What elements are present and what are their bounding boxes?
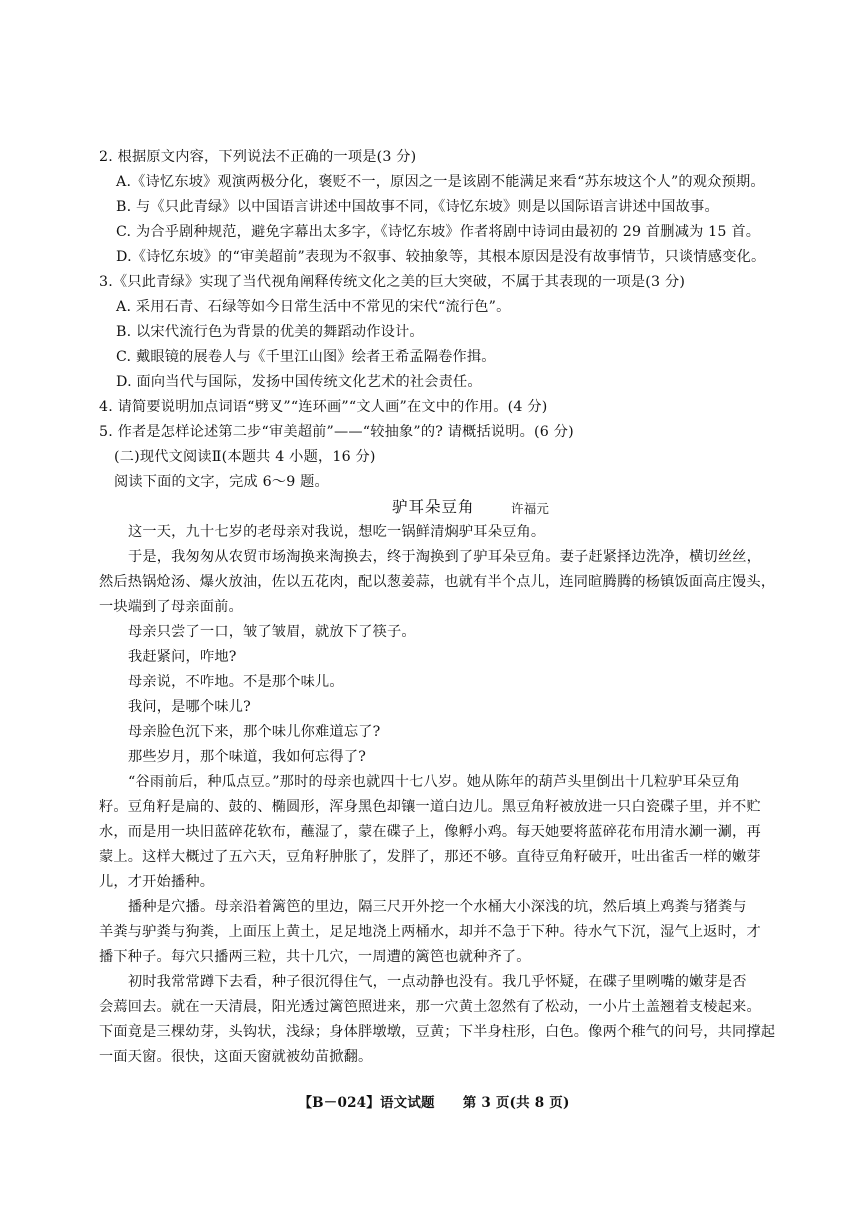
article-line: 一块端到了母亲面前。 xyxy=(99,599,243,615)
article-line: 母亲脸色沉下来，那个味儿你难道忘了? xyxy=(128,724,381,740)
article-line: 这一天，九十七岁的老母亲对我说，想吃一锅鲜清焖驴耳朵豆角。 xyxy=(128,524,546,540)
question-2-option-a: A.《诗忆东坡》观演两极分化，褒贬不一，原因之一是该剧不能满足来看“苏东坡这个人”的观众预期。 xyxy=(116,174,765,190)
article-line: 羊粪与驴粪与狗粪，上面压上黄土，足足地浇上两桶水，却并不急于下种。待水气下沉，湿气上返时，才 xyxy=(99,924,761,940)
question-4: 4. 请简要说明加点词语“劈叉”“连环画”“文人画”在文中的作用。(4 分) xyxy=(99,399,548,415)
article-line: 儿，才开始播种。 xyxy=(99,874,215,890)
article-line: 母亲说，不咋地。不是那个味儿。 xyxy=(128,674,344,690)
section-heading: (二)现代文阅读Ⅱ(本题共 4 小题，16 分) xyxy=(114,449,376,465)
article-line: 初时我常常蹲下去看，种子很沉得住气，一点动静也没有。我几乎怀疑，在碟子里咧嘴的嫩芽是否 xyxy=(128,974,747,990)
article-line: 我问，是哪个味儿? xyxy=(128,699,251,715)
article-author: 许福元 xyxy=(511,501,550,516)
article-line: 那些岁月，那个味道，我如何忘得了? xyxy=(128,749,367,765)
article-line: 播种是穴播。母亲沿着篱笆的里边，隔三尺开外挖一个水桶大小深浅的坑，然后填上鸡粪与猪粪与 xyxy=(128,899,747,915)
question-2-stem: 2. 根据原文内容，下列说法不正确的一项是(3 分) xyxy=(99,149,417,165)
question-5: 5. 作者是怎样论述第二步“审美超前”——“较抽象”的? 请概括说明。(6 分) xyxy=(99,424,574,440)
question-3-option-a: A. 采用石青、石绿等如今日常生活中不常见的宋代“流行色”。 xyxy=(116,299,511,315)
article-line: 会蔫回去。就在一天清晨，阳光透过篱笆照进来，那一穴黄土忽然有了松动，一小片土盖翘着支棱起来。 xyxy=(99,999,761,1015)
question-2-option-c: C. 为合乎剧种规范，避免字幕出太多字，《诗忆东坡》作者将剧中诗词由最初的 29 首删减为 15 首。 xyxy=(116,224,761,240)
question-3-stem: 3.《只此青绿》实现了当代视角阐释传统文化之美的巨大突破，不属于其表现的一项是(3 分) xyxy=(99,274,686,290)
article-line: 蒙上。这样大概过了五六天，豆角籽肿胀了，发胖了，那还不够。直待豆角籽破开，吐出雀舌一样的嫩芽 xyxy=(99,849,761,865)
section-instruction: 阅读下面的文字，完成 6～9 题。 xyxy=(114,474,329,490)
question-3-option-d: D. 面向当代与国际，发扬中国传统文化艺术的社会责任。 xyxy=(116,374,482,390)
question-2-option-b: B. 与《只此青绿》以中国语言讲述中国故事不同，《诗忆东坡》则是以国际语言讲述中国故事。 xyxy=(116,199,719,215)
page-footer xyxy=(0,1094,868,1112)
article-line: 母亲只尝了一口，皱了皱眉，就放下了筷子。 xyxy=(128,624,416,640)
article-line: “谷雨前后，种瓜点豆。”那时的母亲也就四十七八岁。她从陈年的葫芦头里倒出十几粒驴耳朵豆角 xyxy=(128,774,741,790)
article-line: 我赶紧问，咋地? xyxy=(128,649,237,665)
article-line: 然后热锅炝汤、爆火放油，佐以五花肉，配以葱姜蒜，也就有半个点儿，连同暄腾腾的杨镇饭面高庄馒头， xyxy=(99,574,776,590)
question-2-option-d: D.《诗忆东坡》的“审美超前”表现为不叙事、较抽象等，其根本原因是没有故事情节，只谈情感变化。 xyxy=(116,249,766,265)
article-line: 于是，我匆匆从农贸市场淘换来淘换去，终于淘换到了驴耳朵豆角。妻子赶紧择边洗净，横切丝丝， xyxy=(128,549,762,565)
article-title: 驴耳朵豆角 xyxy=(392,498,475,516)
question-3-option-b: B. 以宋代流行色为背景的优美的舞蹈动作设计。 xyxy=(116,324,424,340)
article-line: 播下种子。每穴只播两三粒，共十几穴，一周遭的篱笆也就种齐了。 xyxy=(99,949,531,965)
article-line: 下面竟是三棵幼芽，头钩状，浅绿；身体胖墩墩，豆黄；下半身柱形，白色。像两个稚气的问号，共同撑起 xyxy=(99,1024,776,1040)
page-number: 第 3 页(共 8 页) xyxy=(462,1095,570,1111)
exam-code: 【B－024】语文试题 xyxy=(298,1095,435,1111)
question-3-option-c: C. 戴眼镜的展卷人与《千里江山图》绘者王希孟隔卷作揖。 xyxy=(116,349,496,365)
article-line: 籽。豆角籽是扁的、鼓的、椭圆形，浑身黑色却镶一道白边儿。黑豆角籽被放进一只白瓷碟子里，并不贮 xyxy=(99,799,761,815)
article-line: 一面天窗。很快，这面天窗就被幼苗掀翻。 xyxy=(99,1049,373,1065)
article-line: 水，而是用一块旧蓝碎花软布，蘸湿了，蒙在碟子上，像孵小鸡。每天她要将蓝碎花布用清水涮一涮，再 xyxy=(99,824,761,840)
